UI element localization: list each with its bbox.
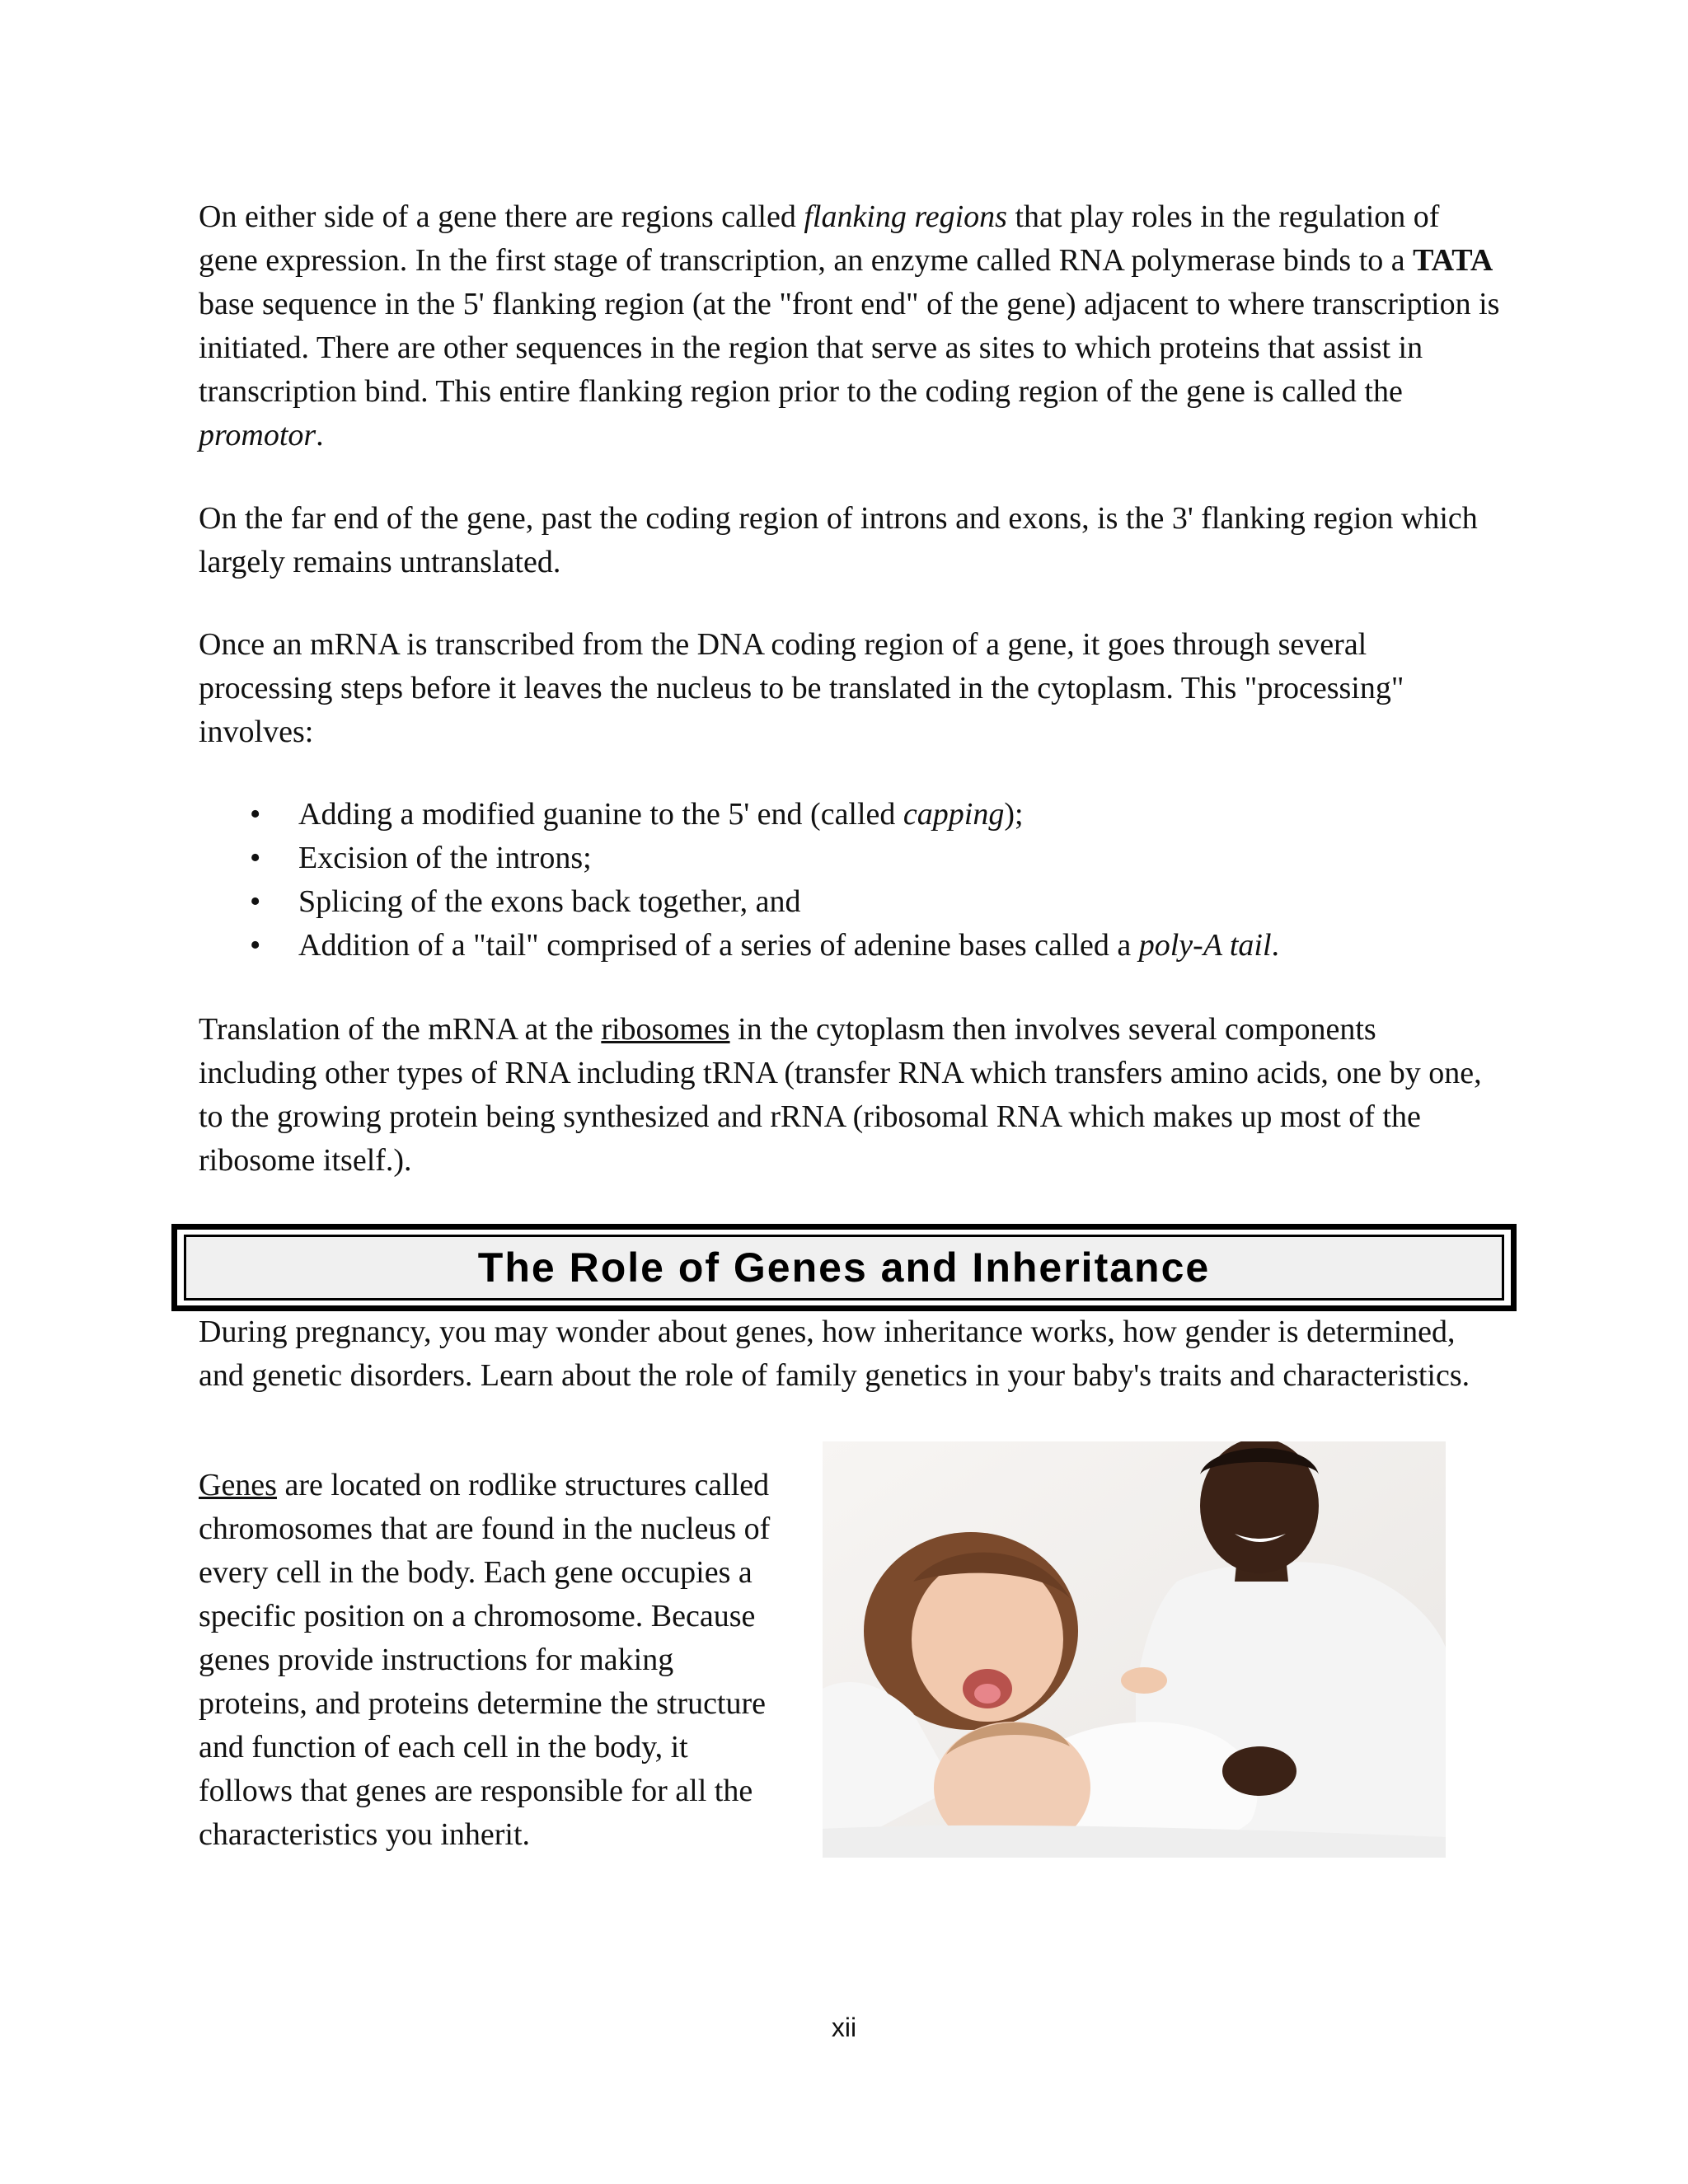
text-run: that play roles in the regulation of gene expression. In the first stage of transcription, an enzyme called RNA polymerase binds to a <box>199 199 1440 278</box>
term-promotor: promotor <box>199 418 316 452</box>
bullet-icon: • <box>250 797 261 832</box>
text-run: . <box>1271 928 1280 963</box>
section-title: The Role of Genes and Inheritance <box>477 1244 1211 1291</box>
section-banner-inner <box>184 1235 1504 1301</box>
list-item <box>199 880 1501 924</box>
paragraph-pregnancy: During pregnancy, you may wonder about genes, how inheritance works, how gender is determined, and genetic disorders. Learn about the role of family genetics in your baby's traits and characteristics. <box>199 1315 1470 1393</box>
text-run: base sequence in the 5' flanking region (at the "front end" of the gene) adjacent to where transcription is initiated. There are other sequences in the region that serve as sites to which proteins that assist in transcription bind. This entire flanking region prior to the coding region of the gene is called the <box>199 287 1500 409</box>
text-run: are located on rodlike structures called chromosomes that are found in the nucleus of every cell in the body. Each gene occupies a specific position on a chromosome. Because genes provide instructions for making proteins, and proteins determine the structure and function of each cell in the body, it follows that genes are responsible for all the characteristics you inherit. <box>199 1468 771 1852</box>
text-run: in the cytoplasm then involves several components including other types of RNA including tRNA (transfer RNA which transfers amino acids, one by one, to the growing protein being synthesized and rRNA (ribosomal RNA which makes up most of the ribosome itself.). <box>199 1012 1482 1178</box>
text-run: . <box>316 418 324 452</box>
list-item <box>199 924 1501 968</box>
text-run: Addition of a "tail" comprised of a series of adenine bases called a <box>298 928 1139 963</box>
paragraph-processing: Once an mRNA is transcribed from the DNA coding region of a gene, it goes through several processing steps before it leaves the nucleus to be translated in the cytoplasm. This "processing" involves: <box>199 627 1404 749</box>
genes-link[interactable]: Genes <box>199 1468 277 1502</box>
page-number: xii <box>831 2013 857 2042</box>
family-photo <box>823 1441 1446 1858</box>
term-capping: capping <box>903 797 1005 832</box>
text-run: Splicing of the exons back together, and <box>298 884 801 919</box>
text-run: Excision of the introns; <box>298 841 592 875</box>
section-banner <box>171 1224 1517 1311</box>
paragraph-genes <box>199 1464 776 1857</box>
ribosomes-link[interactable]: ribosomes <box>601 1012 730 1047</box>
bullet-icon: • <box>250 884 261 919</box>
paragraph-translation <box>199 1008 1501 1183</box>
list-item <box>199 837 1501 880</box>
term-tata: TATA <box>1413 243 1493 278</box>
text-run: On either side of a gene there are regions called <box>199 199 804 234</box>
bullet-icon: • <box>250 841 261 875</box>
term-poly-a-tail: poly-A tail <box>1138 928 1272 963</box>
paragraph-far-end: On the far end of the gene, past the coding region of introns and exons, is the 3' flanking region which largely remains untranslated. <box>199 501 1478 579</box>
term-flanking-regions: flanking regions <box>804 199 1007 234</box>
text-run: Adding a modified guanine to the 5' end (called <box>298 797 903 832</box>
bullet-icon: • <box>250 928 261 963</box>
list-item <box>199 793 1501 837</box>
processing-steps-list <box>199 793 1501 968</box>
text-run: ); <box>1004 797 1024 832</box>
paragraph-flanking-regions <box>199 195 1501 457</box>
text-run: Translation of the mRNA at the <box>199 1012 602 1047</box>
